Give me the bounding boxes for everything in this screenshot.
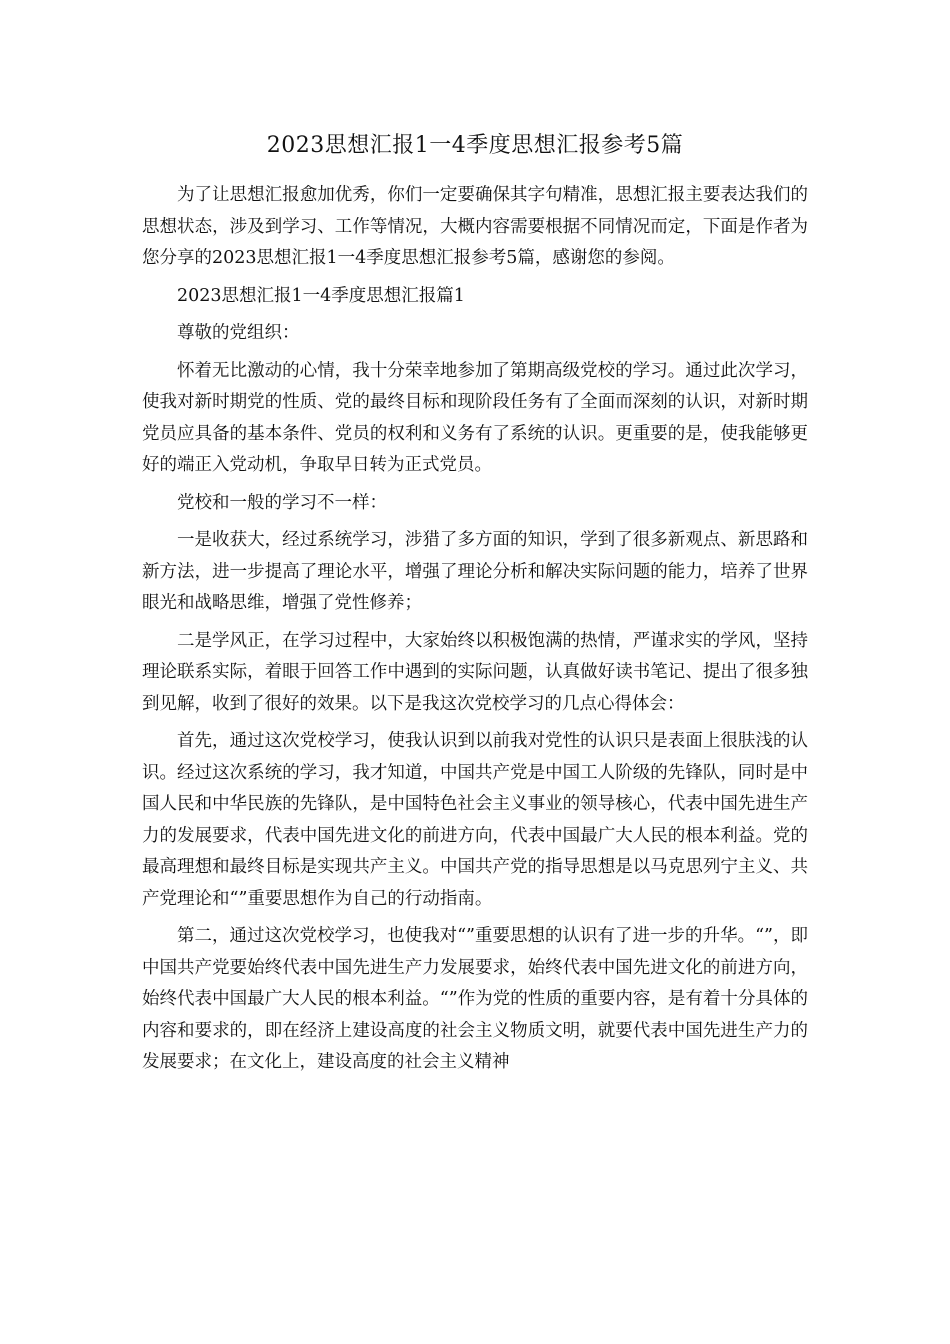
document-title: 2023思想汇报1一4季度思想汇报参考5篇 [266,133,684,158]
paragraph-body: 一是收获大，经过系统学习，涉猎了多方面的知识，学到了很多新观点、新思路和新方法，进一步提高了理论水平，增强了理论分析和解决实际问题的能力，培养了世界眼光和战略思维，增强了党性修养； [142,530,808,613]
paragraph-body: 怀着无比激动的心情，我十分荣幸地参加了第期高级党校的学习。通过此次学习，使我对新时期党的性质、党的最终目标和现阶段任务有了全面而深刻的认识，对新时期党员应具备的基本条件、党员的权利和义务有了系统的认识。更重要的是，使我能够更好的端正入党动机，争取早日转为正式党员。 [142,360,808,475]
paragraph-body: 二是学风正，在学习过程中，大家始终以积极饱满的热情，严谨求实的学风，坚持理论联系实际，着眼于回答工作中遇到的实际问题，认真做好读书笔记、提出了很多独到见解，收到了很好的效果。以下是我这次党校学习的几点心得体会： [142,630,808,714]
paragraph-body: 党校和一般的学习不一样： [177,492,387,513]
document-page [142,130,808,1085]
paragraph-salutation: 尊敬的党组织： [177,323,300,343]
paragraph-section-heading: 2023思想汇报1一4季度思想汇报篇1 [177,285,465,306]
paragraph-body: 首先，通过这次党校学习，使我认识到以前我对党性的认识只是表面上很肤浅的认识。经过这次系统的学习，我才知道，中国共产党是中国工人阶级的先锋队，同时是中国人民和中华民族的先锋队，是中国特色社会主义事业的领导核心，代表中国先进生产力的发展要求，代表中国先进文化的前进方向，代表中国最广大人民的根本利益。党的最高理想和最终目标是实现共产主义。中国共产党的指导思想是以马克思列宁主义、共产党理论和“”重要思想作为自己的行动指南。 [142,731,808,909]
paragraph-intro: 为了让思想汇报愈加优秀，你们一定要确保其字句精准，思想汇报主要表达我们的思想状态，涉及到学习、工作等情况，大概内容需要根据不同情况而定，下面是作者为您分享的2023思想汇报1一4季度思想汇报参考5篇，感谢您的参阅。 [142,185,808,268]
paragraph-body: 第二，通过这次党校学习，也使我对“”重要思想的认识有了进一步的升华。“”，即中国共产党要始终代表中国先进生产力发展要求，始终代表中国先进文化的前进方向，始终代表中国最广大人民的根本利益。“”作为党的性质的重要内容，是有着十分具体的内容和要求的，即在经济上建设高度的社会主义物质文明，就要代表中国先进生产力的发展要求；在文化上，建设高度的社会主义精神 [142,926,808,1072]
